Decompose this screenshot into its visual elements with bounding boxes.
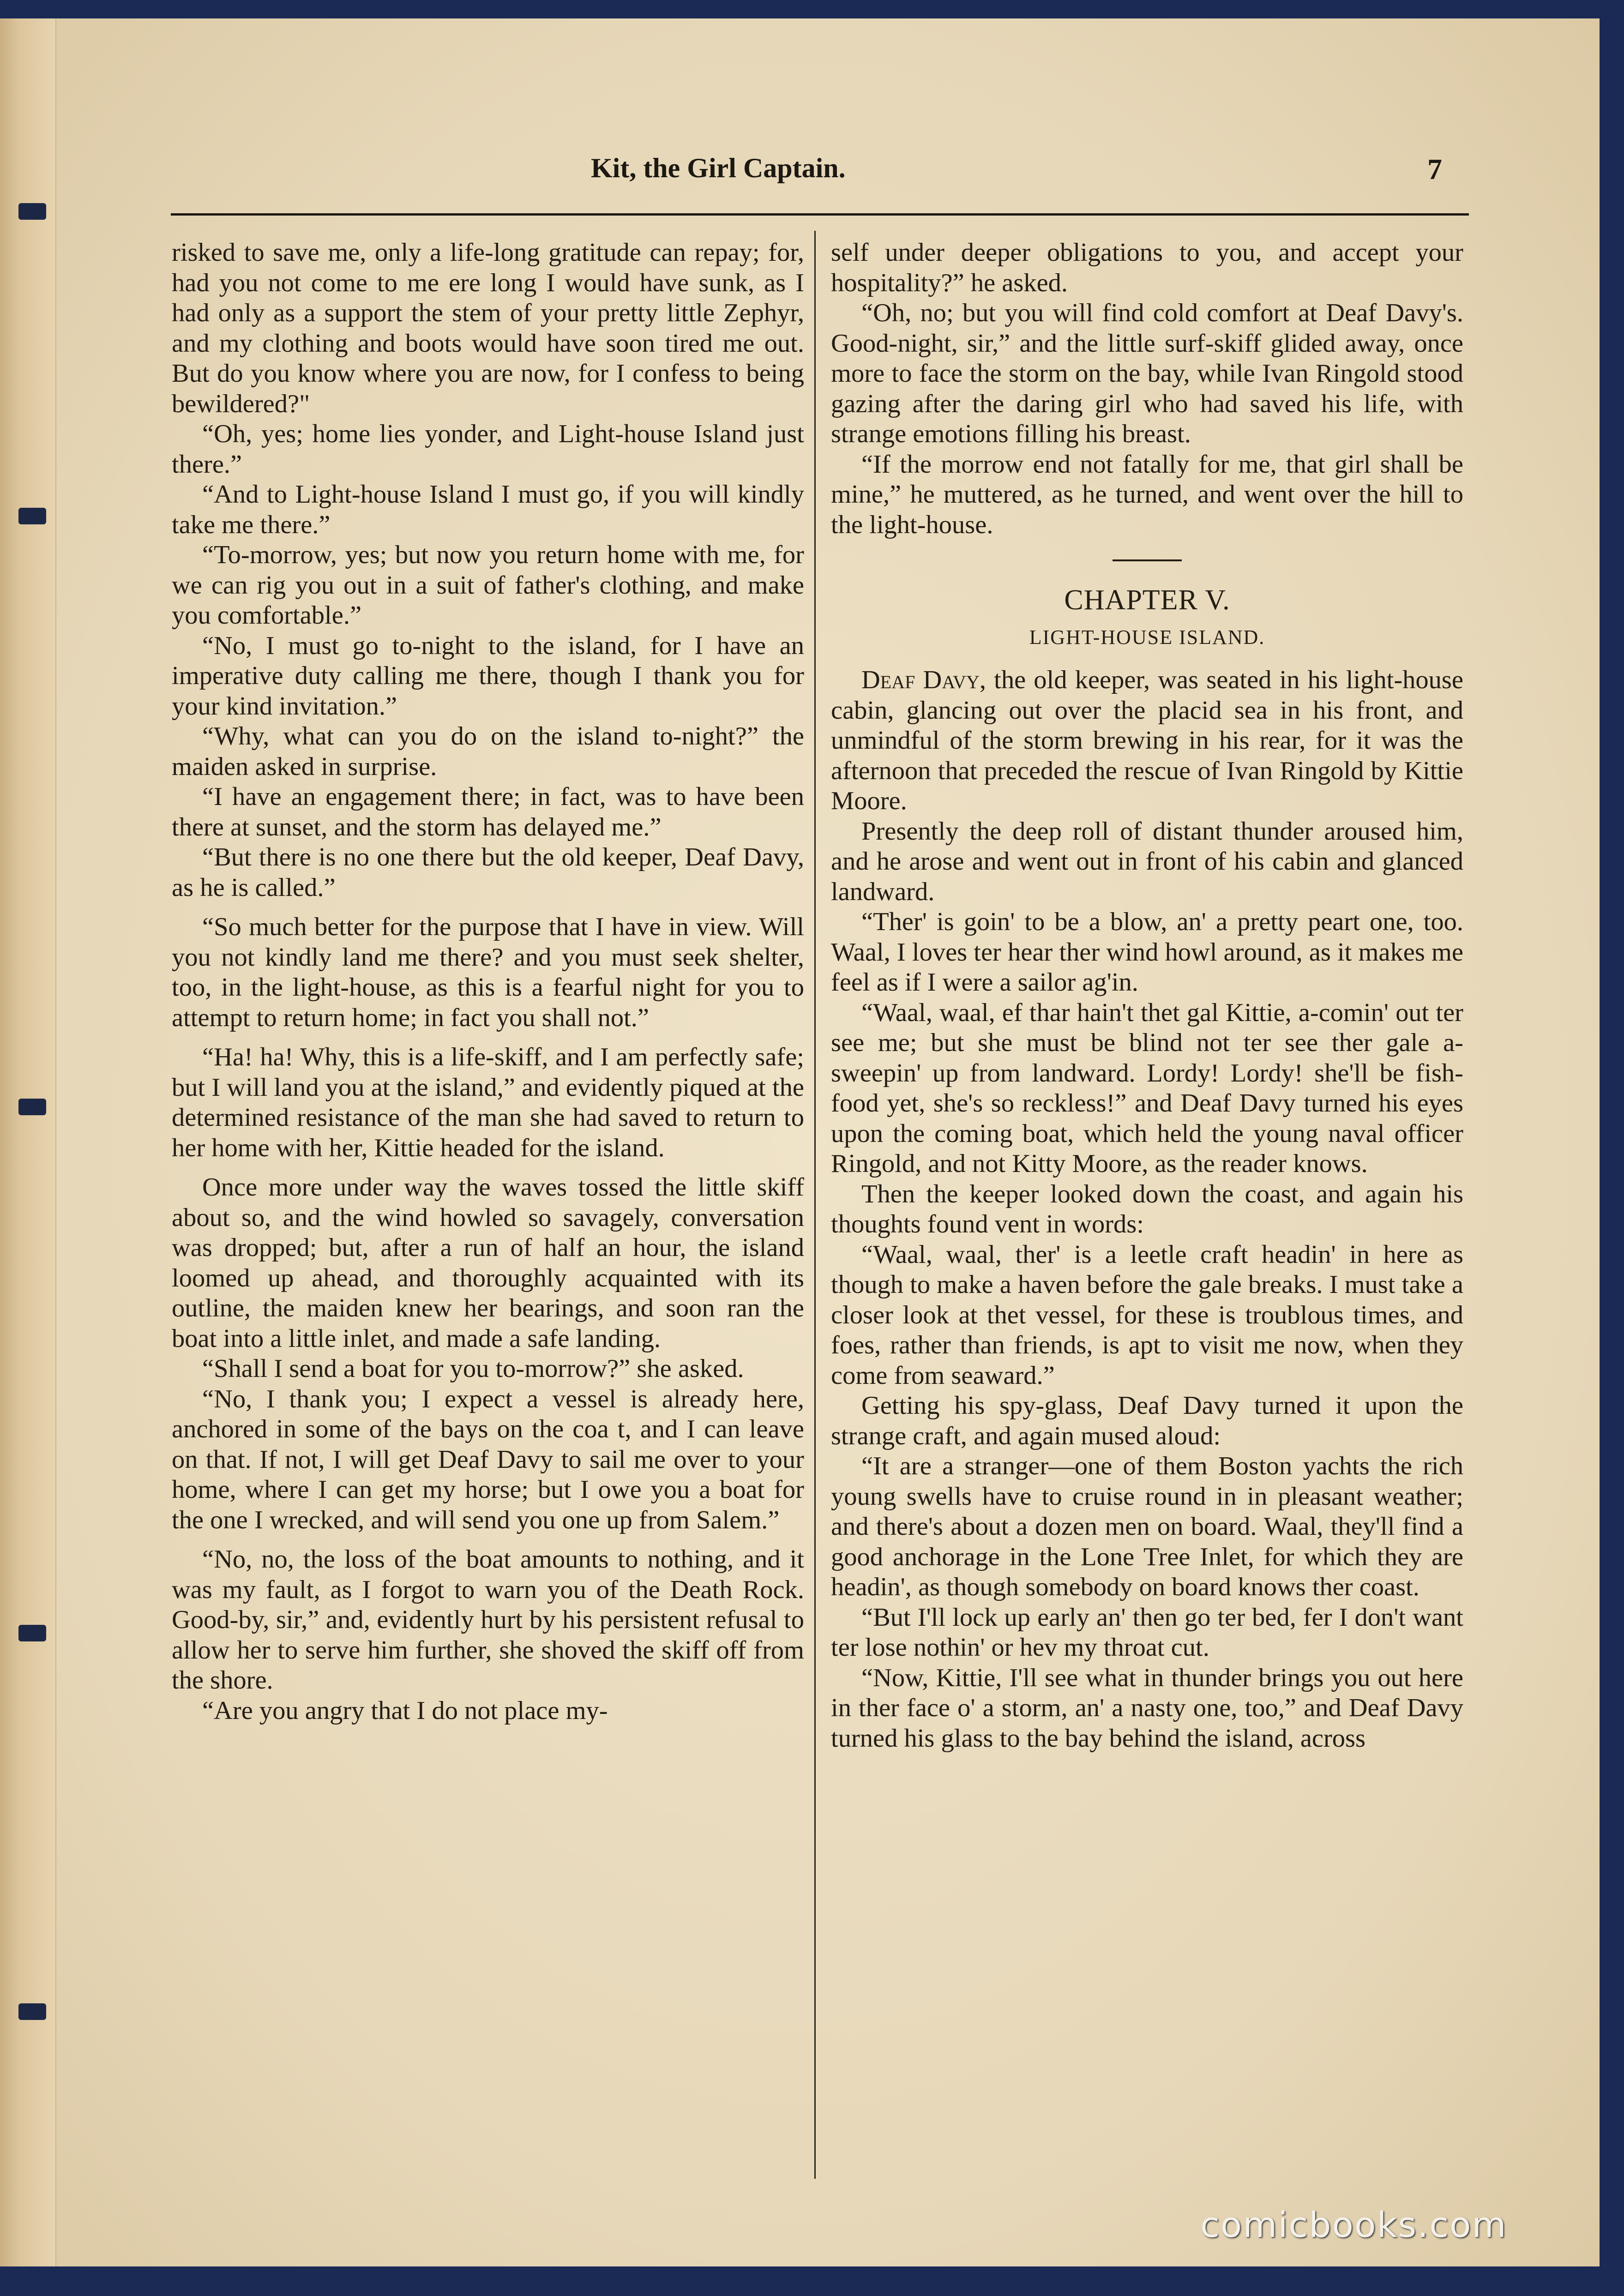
- paragraph: “It are a stranger—one of them Boston yachts the rich young swells have to cruise round in in pleasant weather; and there's about a dozen men on board. Waal, they'll find a good anchorage in the Lone Tree Inlet, for which they are headin', as though somebody on board knows ther coast.: [831, 1452, 1463, 1601]
- column-divider: [814, 231, 816, 2179]
- paragraph-text: the old keeper, was seated in his light-house cabin, glancing out over the placid sea in his front, and unmindful of the storm brewing in his rear, for it was the afternoon that preceded the rescue of Ivan Ringold by Kittie Moore.: [831, 666, 1463, 815]
- paragraph: Presently the deep roll of distant thunder aroused him, and he arose and went out in front of his cabin and glanced landward.: [831, 817, 1463, 906]
- paragraph: “Why, what can you do on the island to-night?” the maiden asked in surprise.: [172, 722, 804, 781]
- book-page: [0, 18, 1600, 2266]
- paragraph: “Are you angry that I do not place my-: [202, 1696, 608, 1725]
- paragraph: “Now, Kittie, I'll see what in thunder brings you out here in ther face o' a storm, an' a nasty one, too,” and Deaf Davy turned his glass to the bay behind the island, across: [831, 1663, 1463, 1753]
- binding-staple: [18, 1625, 46, 1641]
- paragraph: “Oh, yes; home lies yonder, and Light-house Island just there.”: [172, 420, 804, 479]
- paragraph: Once more under way the waves tossed the little skiff about so, and the wind howled so savagely, conversation was dropped; but, after a run of half an hour, the island loomed up ahead, and thoroughly acquainted with its outline, the maiden knew her bearings, and soon ran the boat into a little inlet, and made a safe landing.: [172, 1173, 804, 1353]
- paragraph: “But I'll lock up early an' then go ter bed, fer I don't want ter lose nothin' or hev my throat cut.: [831, 1603, 1463, 1662]
- binding-staple: [18, 2003, 46, 2020]
- paragraph: “Waal, waal, ef thar hain't thet gal Kittie, a-comin' out ter see me; but she must be blind not ter see ther gale a-sweepin' up from landward. Lordy! Lordy! she'll be fish-food yet, she's so reckless!” and Deaf Davy turned his eyes upon the coming boat, which held the young naval officer Ringold, and not Kitty Moore, as the reader knows.: [831, 998, 1463, 1178]
- paragraph: “But there is no one there but the old keeper, Deaf Davy, as he is called.”: [172, 843, 804, 902]
- paragraph: “Oh, no; but you will find cold comfort at Deaf Davy's. Good-night, sir,” and the little surf-skiff glided away, once more to face the storm on the bay, while Ivan Ringold stood gazing after the daring girl who had saved his life, with strange emotions filling his breast.: [831, 299, 1463, 448]
- paragraph: “No, I must go to-night to the island, for I have an imperative duty calling me there, though I thank you for your kind invitation.”: [172, 631, 804, 721]
- paragraph: “Ha! ha! Why, this is a life-skiff, and I am perfectly safe; but I will land you at the island,” and evidently piqued at the determined resistance of the man she had saved to return to her home with her, Kittie headed for the island.: [172, 1043, 804, 1162]
- site-watermark: comicbooks.com: [1200, 2204, 1507, 2245]
- running-header: Kit, the Girl Captain.: [591, 153, 846, 183]
- paragraph: risked to save me, only a life-long gratitude can repay; for, had you not come to me ere long I would have sunk, as I had only as a support the stem of your pretty little Zephyr, and my clothing and boots would have soon tired me out. But do you know where you are now, for I confess to being bewildered?": [172, 238, 804, 418]
- paragraph: “Ther' is goin' to be a blow, an' a pretty peart one, too. Waal, I loves ter hear ther wind howl around, as it makes me feel as if I were a sailor ag'in.: [831, 908, 1463, 997]
- paragraph: [831, 665, 1463, 817]
- chapter-title: CHAPTER V.: [1064, 584, 1230, 616]
- paragraph: Then the keeper looked down the coast, and again his thoughts found vent in words:: [831, 1179, 1463, 1238]
- header-rule: [171, 213, 1469, 216]
- paragraph: “Shall I send a boat for you to-morrow?” she asked.: [202, 1354, 744, 1383]
- section-divider: [1113, 559, 1182, 561]
- paragraph: “No, no, the loss of the boat amounts to nothing, and it was my fault, as I forgot to warn you of the Death Rock. Good-by, sir,” and, evidently hurt by his persistent refusal to allow her to serve him further, she shoved the skiff off from the shore.: [172, 1545, 804, 1695]
- paragraph: Getting his spy-glass, Deaf Davy turned it upon the strange craft, and again mused aloud:: [831, 1391, 1463, 1450]
- paragraph: self under deeper obligations to you, and accept your hospitality?” he asked.: [831, 238, 1463, 297]
- page-binding: [0, 18, 56, 2266]
- chapter-subtitle: LIGHT-HOUSE ISLAND.: [1029, 625, 1265, 649]
- binding-staple: [18, 508, 46, 524]
- page-number: 7: [1427, 153, 1442, 186]
- paragraph: “If the morrow end not fatally for me, that girl shall be mine,” he muttered, as he turned, and went over the hill to the light-house.: [831, 450, 1463, 539]
- paragraph: “To-morrow, yes; but now you return home with me, for we can rig you out in a suit of father's clothing, and make you comfortable.”: [172, 541, 804, 630]
- paragraph: “I have an engagement there; in fact, was to have been there at sunset, and the storm has delayed me.”: [172, 782, 804, 841]
- paragraph: “Waal, waal, ther' is a leetle craft headin' in here as though to make a haven before the gale breaks. I must take a closer look at thet vessel, for these is troublous times, and foes, rather than friends, is apt to visit me now, when they come from seaward.”: [831, 1240, 1463, 1390]
- lead-in-text: Deaf Davy,: [861, 666, 986, 694]
- paragraph: “And to Light-house Island I must go, if you will kindly take me there.”: [172, 480, 804, 539]
- right-column: [831, 238, 1463, 2181]
- binding-staple: [18, 203, 46, 220]
- binding-staple: [18, 1099, 46, 1115]
- paragraph: “No, I thank you; I expect a vessel is already here, anchored in some of the bays on the coa t, and I can leave on that. If not, I will get Deaf Davy to sail me over to your home, where I can get my horse; but I owe you a boat for the one I wrecked, and will send you one up from Salem.”: [172, 1384, 804, 1534]
- paragraph: “So much better for the purpose that I have in view. Will you not kindly land me there? and you must seek shelter, too, in the light-house, as this is a fearful night for you to attempt to return home; in fact you shall not.”: [172, 913, 804, 1032]
- left-column: [172, 238, 804, 2181]
